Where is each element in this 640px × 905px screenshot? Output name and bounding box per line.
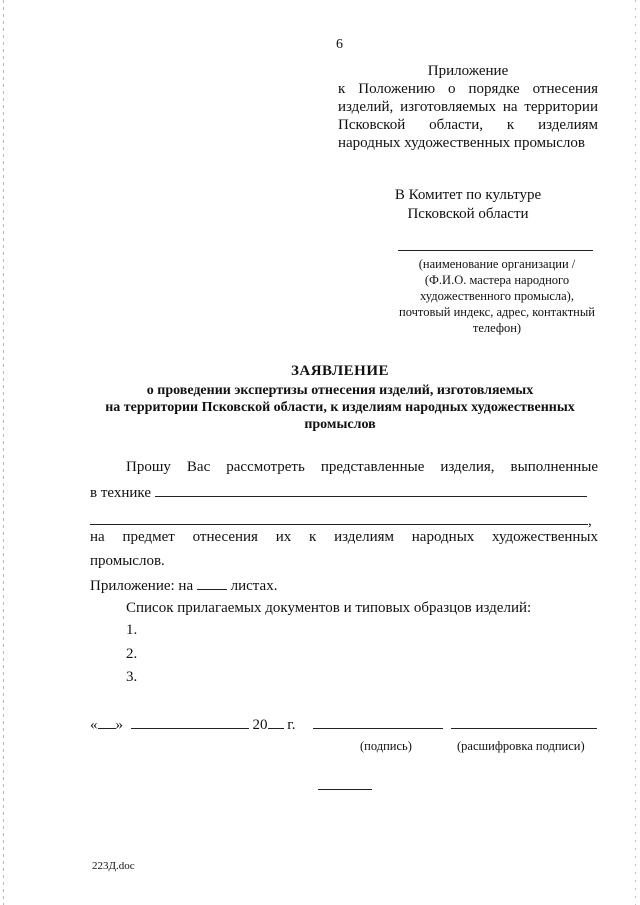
list-item: 2. [126,646,138,662]
month-field[interactable] [131,714,249,729]
applicant-fill-line [398,250,593,251]
year-field[interactable] [268,714,284,729]
appendix-line: народных художественных промыслов [338,135,585,151]
request-line: Прошу Вас рассмотреть представленные изделия, выполненные [126,459,598,475]
list-item: 1. [126,622,138,638]
technique-continuation [90,510,598,530]
quote-open: « [90,717,98,733]
technique-comma: , [588,513,592,529]
quote-close: » [115,717,123,733]
technique-label: в технике [90,485,151,501]
appendix-line: изделий, изготовляемых на территории [338,99,598,115]
technique-field[interactable] [155,482,587,497]
file-name: 223Д.doc [92,860,135,872]
year-suffix: г. [287,717,296,733]
technique-field-2[interactable] [90,510,588,525]
appendix-heading: Приложение [427,63,509,79]
attachment-prefix: Приложение: на [90,578,194,594]
day-field[interactable] [98,714,116,729]
list-item: 3. [126,669,138,685]
addressee-block [338,186,598,224]
page-number: 6 [336,37,343,52]
subtitle-line: на территории Псковской области, к изделиям народных художественных [105,400,575,415]
signature-label: (подпись) [360,739,412,753]
subtitle-line: о проведении экспертизы отнесения изделий, изготовляемых [146,383,534,398]
scan-edge-left [3,0,4,905]
technique-line [90,482,598,502]
purpose-end: промыслов. [90,553,165,569]
appendix-line: к Положению о порядке отнесения [338,81,598,97]
addressee-line: Псковской области [407,206,529,222]
applicant-hint-line: (Ф.И.О. мастера народного [424,273,570,287]
date-signature-row [90,714,597,734]
signature-decoding-field[interactable] [451,714,597,729]
applicant-hint-line: (наименование организации / [418,257,576,271]
signature-decoding-label: (расшифровка подписи) [457,739,585,753]
signature-field[interactable] [313,714,443,729]
subtitle-line: промыслов [304,417,376,432]
sheet-count-field[interactable] [197,575,227,590]
statement-subtitle [80,382,600,433]
addressee-line: В Комитет по культуре [394,187,542,203]
applicant-hint-line: почтовый индекс, адрес, контактный [399,305,595,319]
year-prefix: 20 [252,717,268,733]
appendix-line: Псковской области, к изделиям [338,117,598,133]
applicant-hint [392,256,602,336]
applicant-hint-line: художественного промысла), [420,289,574,303]
list-heading: Список прилагаемых документов и типовых образцов изделий: [126,600,532,616]
attachment-suffix: листах. [230,578,278,594]
request-paragraph [90,458,598,530]
attachment-line [90,575,277,595]
scan-edge-right [635,0,636,905]
applicant-hint-line: телефон) [472,321,522,335]
purpose-line: на предмет отнесения их к изделиям народных художественных [90,529,598,545]
closing-rule [318,789,372,790]
appendix-block [338,62,598,152]
statement-title: ЗАЯВЛЕНИЕ [290,363,390,379]
